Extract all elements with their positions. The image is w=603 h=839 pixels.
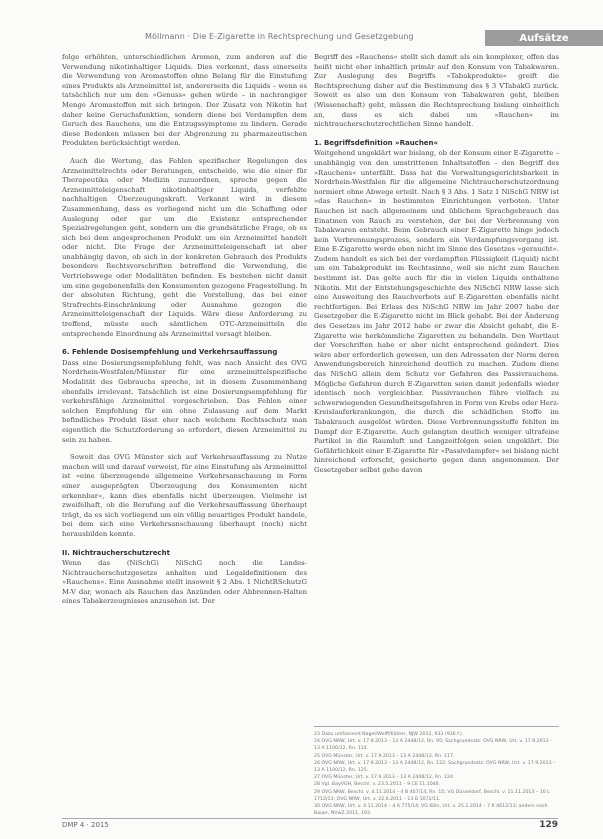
page-number: 129 bbox=[539, 820, 558, 830]
section-heading: 6. Fehlende Dosisempfehlung und Verkehrsauffassung bbox=[62, 348, 278, 357]
footer-rule bbox=[62, 818, 558, 819]
footnote: 24 OVG NRW, Urt. v. 17.9.2013 – 13 A 2448/12, Rn. 95; Sachgrundsatz: OVG NRW, Urt. v. 17.9.2013 – 13 A 1100/12, Rn. 114. bbox=[314, 739, 553, 752]
paragraph: Auch die Wertung, das Fehlen spezifischer Regelungen des Arzneimittelrechts oder Beratungen, entscheide, wie die einer für Therapeutika oder Medizin zuzuordnen, spreche gegen die Arzneimitteleigenschaft nikotinhaltiger Liquids, verfehlte nachhaltigen Überzeugungskraft. Verkannt wird in diesem Zusammenhang, dass es vorliegend nicht um die Schaffung oder Auslegung oder gar um die Existenz entsprechender Spezialregelungen geht, sondern um die grundsätzliche Frage, ob es sich bei dem angesprochenen Produkt um ein Arzneimittel handelt oder nicht. Die Frage der Arzneimitteleigenschaft ist aber unabhängig davon, ob sich in der konkreten Gebrauch des Produkts besondere Rechtsvorschriften betreffend die Verwendung, die Vertriebswege oder Modalitäten befinden. Es bestehen nicht damit um eine gegebenenfalls den Konsumenten gezogene Fragestellung. In der absoluten Richtung, geht die Vorstellung, das bei einer Strafrechts-Einschränkung oder Ausnahme gezogen die Arzneimitteleigenschaft der Liquids. Wäre diese Anforderung zu treffend, müsste auch sämtlichen OTC-Arzneimitteln die entsprechende Einordnung als Arzneimittel versagt bleiben. bbox=[62, 156, 307, 338]
journal-issue: DMP 4 · 2015 bbox=[62, 821, 109, 829]
footnote: 28 Vgl. BayVGH, Beschl. v. 23.5.2011 – 9 CE 11.1046. bbox=[314, 782, 441, 788]
section-heading: 1. Begriffsdefinition »Rauchen« bbox=[314, 138, 439, 147]
footnote: 29 OVG NRW, Beschl. v. 4.11.2014 – 4 B 467/14, Rn. 15; VG Düsseldorf, Beschl. v. 11.11.2013 – 16 L 1712/13; OVG NRW, Urt. v. 22.6.2011 – 13 B 1072/11. bbox=[314, 789, 550, 802]
left-column bbox=[62, 53, 307, 615]
paragraph: folge erhöhten, unterschiedlichen Aromen, zum anderen auf die Verwendung nikotinhaltiger Liquids. Dies verkennt, dass einerseits die Verwendung von Aromastoffen ohne Belang für die Einstufung eines Produkts als Arzneimittel ist, andererseits die Liquids – wenn es tatsächlich nur um den »Genuss« gehen würde – in nachrangiger Menge Aromastoffen mit sich bringen. Der Zusatz von Nikotin hat daher keine Geruchsfunktion, sondern diene bei Verdampfen dem Geruch des Rauchens, um die Entzugssymptome zu lindern. Gerade diese Bedenken müssen bei der Abgrenzung zu pharmazeutischen Produkten berücksichtigt werden. bbox=[62, 53, 307, 148]
section-heading: II. Nichtraucherschutzrecht bbox=[62, 548, 170, 557]
paragraph: Begriff des »Rauchens« stellt sich damit als ein komplexer, offen das heißt nicht eher inhaltlich primär auf den Konsum von Tabakwaren. Zur Auslegung des Begriffs »Tabakprodukte« greift die Rechtsprechung daher auf die Bestimmung des § 3 VTabakG zurück. Soweit es also um den Konsum von Tabakwaren geht, bleiben (Wissenschaft) geht, müssen die Rechtsprechung bislang einheitlich an, dass es sich dabei um »Rauchen« im nichtraucherschutzrechtlichen Sinne handelt. bbox=[314, 53, 559, 129]
footnote: 23 Dazu umfassend Nagel/Wolff/Kähler, NJW 2012, 933 (936 f.). bbox=[314, 732, 464, 737]
footnote: 30 OVG NRW, Urt. v. 4.11.2014 – 4 A 775/14; VG Köln, Urt. v. 25.2.2014 – 7 K 4612/13; anders noch Bauer, NVwZ 2011, 193. bbox=[314, 804, 548, 817]
paragraph: Dass eine Dosierungsempfehlung fehlt, was nach Ansicht des OVG Nordrhein-Westfalen/Münster für eine arzneimittelspezifische Modalität des Gebrauchs spreche, ist in diesem Zusammenhang ebenfalls irrelevant. Tatsächlich ist eine Dosierungsempfehlung für verkehrsfähige Arzneimittel vorgeschrieben. Das Fehlen einer solchen Empfehlung für ein ohne Zulassung auf dem Markt befindliches Produkt lässt eher nach welchem Rechtsschutz man eigentlich die Schutzforderung so erfordert, diesen Arzneimittel zu sein zu haben. bbox=[62, 358, 307, 444]
paragraph: Weitgehend ungeklärt war bislang, ob der Konsum einer E-Zigarette – unabhängig von den umstrittenen Inhaltsstoffen – den Begriff des »Rauchens« unterfällt. Dass hat die Verwaltungsgerichtsbarkeit in Nordrhein-Westfalen für die allgemeine Nichtraucherschutzordnung normiert ohne Abwege erteilt. Nach § 3 Abs. 1 Satz 1 NiSchG NRW ist »das Rauchen« in bestimmten Einrichtungen verboten. Unter Rauchen ist nach allgemeinem und üblichem Sprachgebrauch das Einatmen von Rauch zu verstehen, der bei der Verbrennung von Tabakwaren entsteht. Beim Gebrauch einer E-Zigarette hinge jedoch kein Verbrennungsprozess, sondern ein Verdampfungsvorgang ist. Eine E-Zigarette werde eben nicht im Sinne des Gesetzes »geraucht«. Zudem handelt es sich bei der verdampften Flüssigkeit (Liquid) nicht um ein Tabakprodukt im Rechtssinne, weil sie nicht zum Rauchen bestimmt ist. Das gelte auch für die in vielen Liquids enthaltene Nikotin. Mit der Entstehungsgeschichte des NiSchG NRW lasse sich eine Ausweitung des Rauchverbots auf E-Zigaretten ebenfalls nicht rechtfertigen. Bei Erlass des NiSchG NRW im Jahr 2007 habe der Gesetzgeber die E-Zigarette nicht im Blick gehabt. Bei der Änderung des Gesetzes im Jahr 2012 habe er zwar die Absicht gehabt, die E-Zigarette wie herkömmliche Zigaretten zu behandeln. Den Wortlaut der Vorschriften habe er aber nicht entsprechend geändert. Dies wäre aber erforderlich gewesen, um den Adressaten der Norm deren Anwendungsbereich hinreichend deutlich zu machen. Zudem diene das NiSchG allein dem Schutz vor Gefahren des Passivrauchens. Mögliche Gefahren durch E-Zigaretten seien damit jedenfalls wieder identisch noch vergleichbar. Passivrauchen führe vielfach zu schwerwiegenden Gesundheitsgefahren in Form von Krebs oder Herz-Kreislauferkrankungen, die durch die schädlichen Stoffe im Tabakrauch ausgelöst würden. Diese Verbrennungsstoffe fehlten im Dampf der E-Zigarette. Auch gelangten deutlich weniger ultrafeine Partikel in die Raumluft und Langzeitfolgen seien ungeklärt. Die Gefährlichkeit einer E-Zigarette für »Passivdampfer« sei bislang nicht hinreichend erforscht, gesicherte gegen dann angenommen. Der Gesetzgeber selbst gehe davon bbox=[314, 149, 559, 474]
paragraph: Soweit das OVG Münster sich auf Verkehrsauffassung zu Nutze machen will und darauf verweist, für eine Einstufung als Arzneimittel ist »eine überzeugende allgemeine Verkehrsanschauung in Form einer ausgeprägten Überzeugung des Konsumenten nicht erkennbar«, kann dies ebenfalls nicht überzeugen. Vielmehr ist zweifelhaft, ob die Berufung auf die Verkehrsauffassung überhaupt trägt, da es sich vorliegend um ein völlig neuartiges Produkt handele, bei dem sich eine Verkehrsanschauung überhaupt (noch) nicht herausbilden konnte. bbox=[62, 453, 307, 538]
footnote: 27 OVG Münster, Urt. v. 17.9.2013 – 13 A 2448/12, Rn. 124. bbox=[314, 775, 455, 781]
section-tab: Aufsätze bbox=[485, 30, 603, 46]
footnote: 26 OVG NRW, Urt. v. 17.9.2013 – 13 A 2448/12, Rn. 122; Sachgrundsatz: OVG NRW, Urt. v. 17.9.2013 – 13 A 1100/12, Rn. 125. bbox=[314, 760, 556, 774]
footnote: 25 OVG Münster, Urt. v. 17.9.2013 – 13 A 2448/12, Rn. 117. bbox=[314, 753, 455, 759]
running-head: Möllmann · Die E-Zigarette in Rechtsprechung und Gesetzgebung bbox=[145, 32, 414, 41]
footnotes bbox=[314, 726, 559, 817]
paragraph: Wenn das (NiSchG) NiSchG noch die Landes-Nichtraucherschutzgesetze anhalten und Legaldefinitionen des »Rauchens«. Eine Ausnahme stellt insoweit § 2 Abs. 1 NichtRSchutzG M-V dar, wonach als Rauchen das Anzünden oder Abbrennen-Halten eines Tabakerzeugnisses anzusehen ist. Der bbox=[62, 559, 307, 606]
right-column bbox=[314, 53, 559, 484]
page-header bbox=[0, 30, 603, 46]
